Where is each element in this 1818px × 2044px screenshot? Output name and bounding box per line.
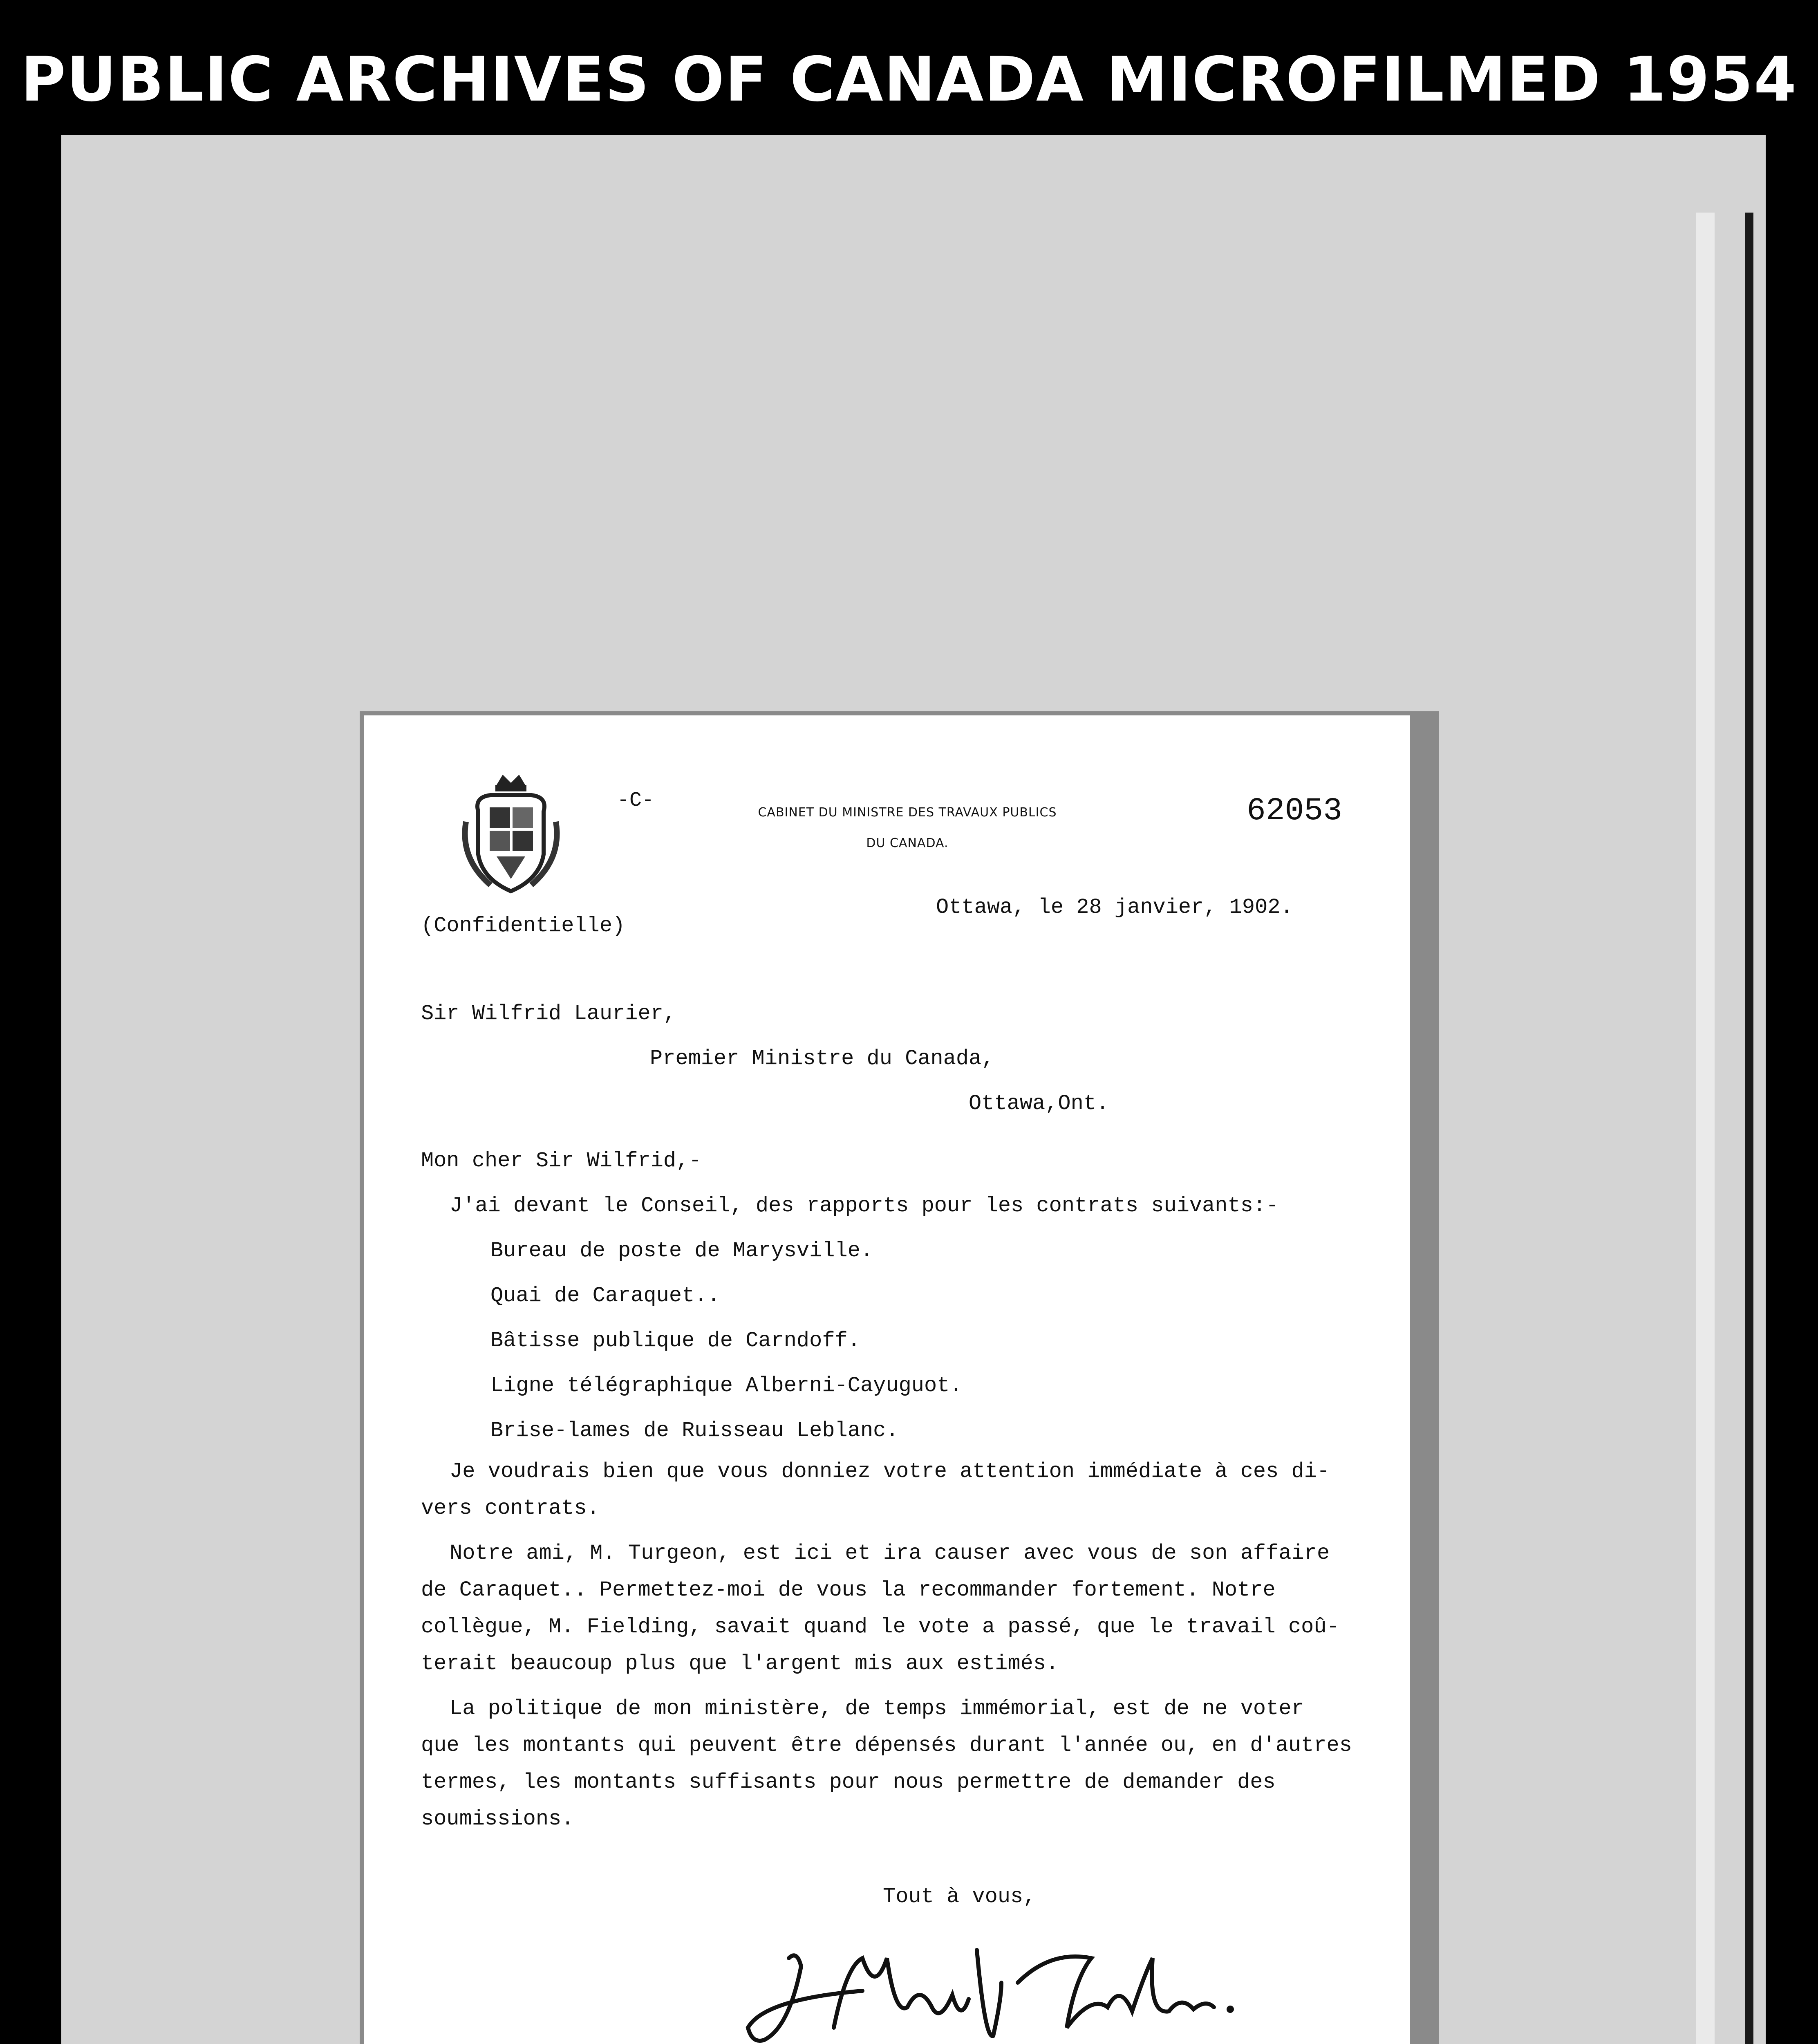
salutation: Mon cher Sir Wilfrid,- bbox=[421, 1149, 702, 1173]
paragraph-line: collègue, M. Fielding, savait quand le vote a passé, que le travail coû- bbox=[421, 1615, 1339, 1639]
letter-page bbox=[364, 715, 1410, 2044]
contract-item: Bureau de poste de Marysville. bbox=[490, 1239, 873, 1263]
board-edge-highlight bbox=[1696, 213, 1715, 2044]
letterhead-line-1: CABINET DU MINISTRE DES TRAVAUX PUBLICS bbox=[758, 805, 1057, 820]
addressee-line: Premier Ministre du Canada, bbox=[650, 1047, 994, 1071]
archive-banner bbox=[0, 0, 1818, 135]
paragraph-line: La politique de mon ministère, de temps immémorial, est de ne voter bbox=[450, 1697, 1304, 1721]
letterhead bbox=[683, 805, 1132, 867]
coat-of-arms-icon bbox=[458, 773, 564, 899]
letter-date: Ottawa, le 28 janvier, 1902. bbox=[936, 895, 1293, 919]
addressee-line: Ottawa,Ont. bbox=[969, 1091, 1109, 1116]
paragraph-line: terait beaucoup plus que l'argent mis aux estimés. bbox=[421, 1652, 1059, 1676]
contract-item: Bâtisse publique de Carndoff. bbox=[490, 1329, 860, 1353]
paragraph-line: termes, les montants suffisants pour nous permettre de demander des bbox=[421, 1770, 1276, 1794]
board-edge-line bbox=[1745, 213, 1753, 2044]
intro-line: J'ai devant le Conseil, des rapports pour les contrats suivants:- bbox=[450, 1194, 1279, 1218]
letterhead-line-2: DU CANADA. bbox=[866, 836, 949, 850]
addressee-line: Sir Wilfrid Laurier, bbox=[421, 1002, 676, 1026]
contract-item: Brise-lames de Ruisseau Leblanc. bbox=[490, 1419, 899, 1443]
paragraph-line: Notre ami, M. Turgeon, est ici et ira causer avec vous de son affaire bbox=[450, 1541, 1330, 1565]
closing: Tout à vous, bbox=[883, 1885, 1036, 1909]
contract-item: Ligne télégraphique Alberni-Cayuguot. bbox=[490, 1374, 963, 1398]
handwritten-signature bbox=[740, 1934, 1304, 2044]
archive-banner-text: PUBLIC ARCHIVES OF CANADA MICROFILMED 1954 bbox=[20, 44, 1798, 115]
contract-item: Quai de Caraquet.. bbox=[490, 1284, 720, 1308]
paragraph-line: de Caraquet.. Permettez-moi de vous la recommander fortement. Notre bbox=[421, 1578, 1276, 1602]
paragraph-line: vers contrats. bbox=[421, 1496, 600, 1520]
paragraph-line: soumissions. bbox=[421, 1807, 574, 1831]
letter-code: -C- bbox=[617, 789, 654, 812]
paragraph-line: Je voudrais bien que vous donniez votre attention immédiate à ces di- bbox=[450, 1459, 1330, 1484]
document-number: 62053 bbox=[1247, 793, 1343, 829]
paragraph-line: que les montants qui peuvent être dépensés durant l'année ou, en d'autres bbox=[421, 1733, 1352, 1757]
confidential-label: (Confidentielle) bbox=[421, 914, 625, 938]
